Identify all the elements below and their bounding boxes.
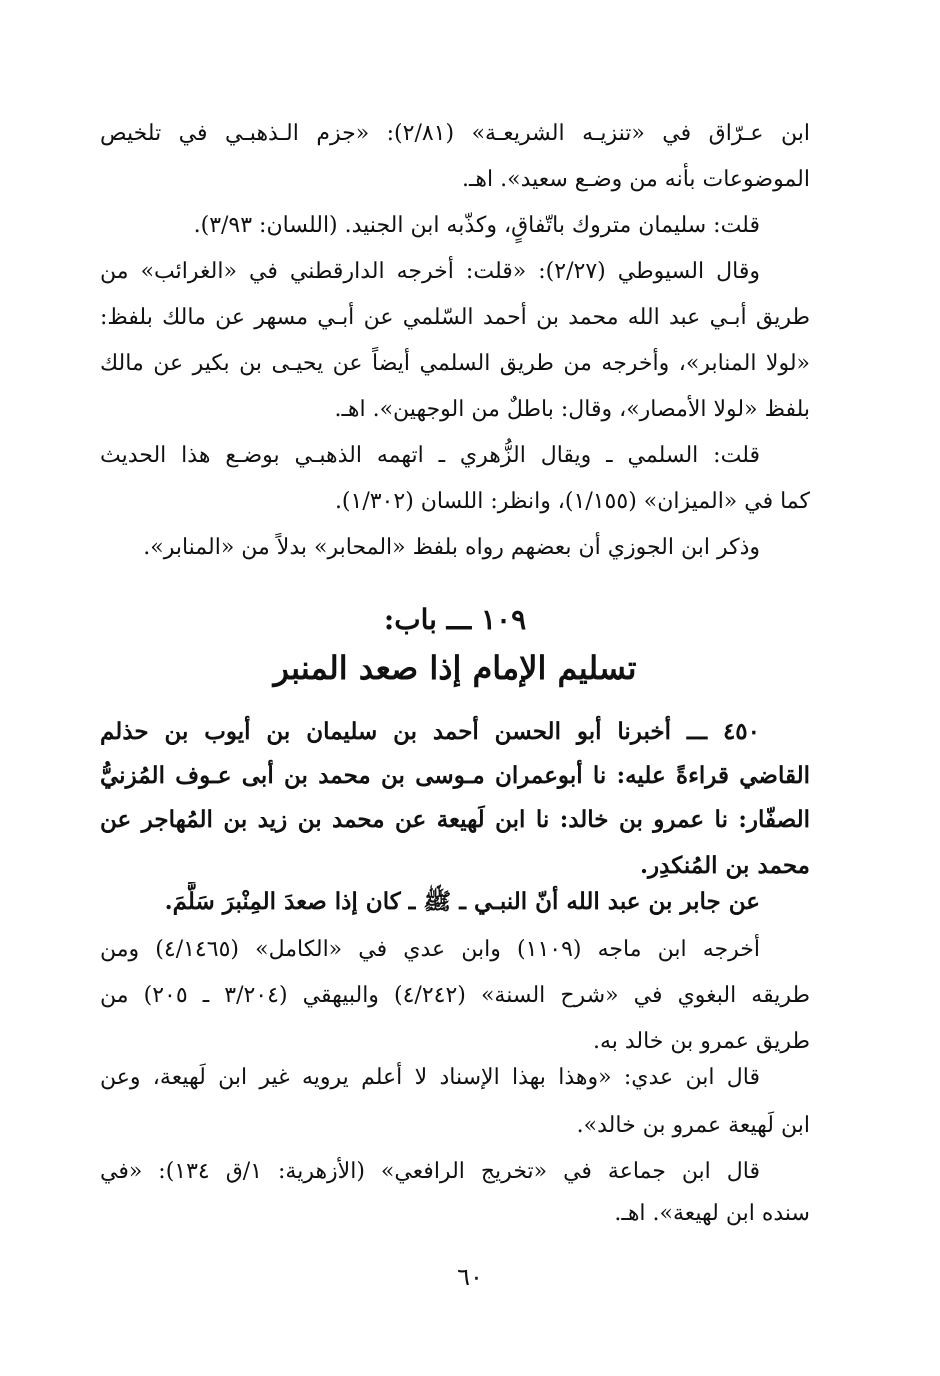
hadith-line: ٤٥٠ ـــ أخبرنا أبو الحسن أحمد بن سليمان بن أيوب بن حذلم — [100, 718, 761, 745]
text-line: قلت: سليمان متروك باتّفاقٍ، وكذّبه ابن الجنيد. (اللسان: ٣/٩٣). — [193, 213, 760, 238]
commentary-block-2 — [100, 0, 810, 1240]
text-line: أخرجه ابن ماجه (١١٠٩) وابن عدي في «الكامل» (٤/١٤٦٥) ومن — [100, 937, 761, 962]
text-line: قال ابن عدي: «وهذا بهذا الإسناد لا أعلم يرويه غير ابن لَهيعة، وعن — [100, 1065, 760, 1090]
text-line: طريق عمرو بن خالد به. — [592, 1029, 810, 1054]
hadith-line: الصفّار: نا عمرو بن خالد: نا ابن لَهيعة عن محمد بن زيد بن المُهاجر عن — [100, 806, 810, 833]
section-title: تسليم الإمام إذا صعد المنبر — [273, 649, 637, 687]
page-number: ٦٠ — [457, 1263, 483, 1291]
text-line: طريقه البغوي في «شرح السنة» (٤/٢٤٢) والبيهقي (٣/٢٠٤ ـ ٢٠٥) من — [100, 983, 810, 1008]
text-line: بلفظ «لولا الأمصار»، وقال: باطلٌ من الوجهين». اهـ. — [334, 397, 810, 422]
text-line: وذكر ابن الجوزي أن بعضهم رواه بلفظ «المحابر» بدلاً من «المنابر». — [143, 535, 760, 560]
section-number: ١٠٩ ـــ باب: — [383, 603, 527, 636]
text-line: قلت: السلمي ـ ويقال الزُّهري ـ اتهمه الذهبـي بوضـع هذا الحديث — [100, 443, 760, 468]
text-line: قال ابن جماعة في «تخريج الرافعي» (الأزهرية: ١/ق ١٣٤): «في — [100, 1159, 760, 1184]
text-line: ابن عـرّاق في «تنزيـه الشريعـة» (٢/٨١): «جزم الـذهبـي في تلخيص — [100, 121, 810, 146]
text-line: كما في «الميزان» (١/١٥٥)، وانظر: اللسان (١/٣٠٢). — [334, 489, 810, 514]
text-line: «لولا المنابر»، وأخرجه من طريق السلمي أيضاً عن يحيـى بن بكير عن مالك — [100, 351, 810, 376]
text-line: طريق أبـي عبد الله محمد بن أحمد السّلمي عن أبـي مسهر عن مالك بلفظ: — [100, 305, 810, 330]
hadith-matn: عن جابر بن عبد الله أنّ النبـي ـ ﷺ ـ كان إذا صعدَ المِنْبرَ سَلَّمَ. — [164, 888, 760, 915]
text-line: الموضوعات بأنه من وضـع سعيد». اهـ. — [461, 167, 810, 192]
hadith-line: القاضي قراءةً عليه: نا أبوعمران مـوسى بن محمد بن أبى عـوف المُزنيُّ — [100, 762, 810, 789]
text-line: ابن لَهيعة عمرو بن خالد». — [576, 1113, 810, 1138]
text-line: وقال السيوطي (٢/٢٧): «قلت: أخرجه الدارقطني في «الغرائب» من — [100, 259, 760, 284]
hadith-line: محمد بن المُنكدِر. — [640, 852, 810, 879]
text-line: سنده ابن لهيعة». اهـ. — [614, 1201, 810, 1226]
